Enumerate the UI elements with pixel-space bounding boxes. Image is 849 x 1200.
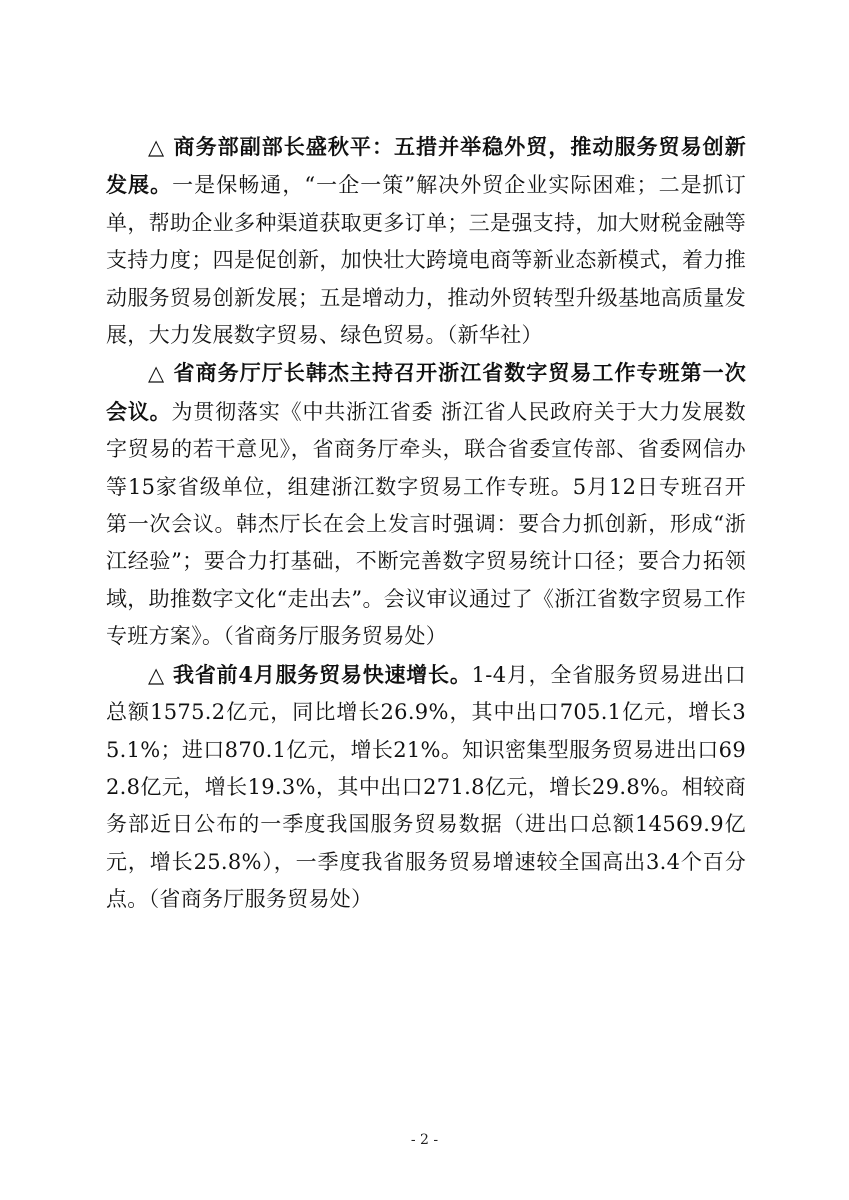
news-item-heading: △ 商务部副部长盛秋平：五措并举稳外贸，推动服务贸易创新发展。 — [106, 134, 746, 198]
news-item-digital-trade-meeting — [106, 354, 746, 655]
news-item-heading: △ 我省前4月服务贸易快速增长。 — [148, 661, 472, 687]
news-item-commerce-ministry — [106, 128, 746, 354]
news-item-body: 为贯彻落实《中共浙江省委 浙江省人民政府关于大力发展数字贸易的若干意见》，省商务厅牵头，联合省委宣传部、省委网信办等15家省级单位，组建浙江数字贸易工作专班。5月12日专班召开第一次会议。韩杰厅长在会上发言时强调：要合力抓创新，形成“浙江经验”；要合力打基础，不断完善数字贸易统计口径；要合力拓领域，助推数字文化“走出去”。会议审议通过了《浙江省数字贸易工作专班方案》。（省商务厅服务贸易处） — [106, 399, 746, 649]
news-content — [106, 128, 746, 919]
page-number: - 2 - — [410, 1132, 439, 1148]
news-item-body: 一是保畅通，“一企一策”解决外贸企业实际困难；二是抓订单，帮助企业多种渠道获取更多订单；三是强支持，加大财税金融等支持力度；四是促创新，加快壮大跨境电商等新业态新模式，着力推动服务贸易创新发展；五是增动力，推动外贸转型升级基地高质量发展，大力发展数字贸易、绿色贸易。（新华社） — [106, 173, 746, 348]
news-item-body: 1-4月，全省服务贸易进出口总额1575.2亿元，同比增长26.9%，其中出口705.1亿元，增长35.1%；进口870.1亿元，增长21%。知识密集型服务贸易进出口692.8亿元，增长19.3%，其中出口271.8亿元，增长29.8%。相较商务部近日公布的一季度我国服务贸易数据（进出口总额14569.9亿元，增长25.8%），一季度我省服务贸易增速较全国高出3.4个百分点。（省商务厅服务贸易处） — [106, 662, 746, 912]
news-item-heading: △ 省商务厅厅长韩杰主持召开浙江省数字贸易工作专班第一次会议。 — [106, 360, 746, 424]
news-item-service-trade-growth — [106, 656, 746, 919]
